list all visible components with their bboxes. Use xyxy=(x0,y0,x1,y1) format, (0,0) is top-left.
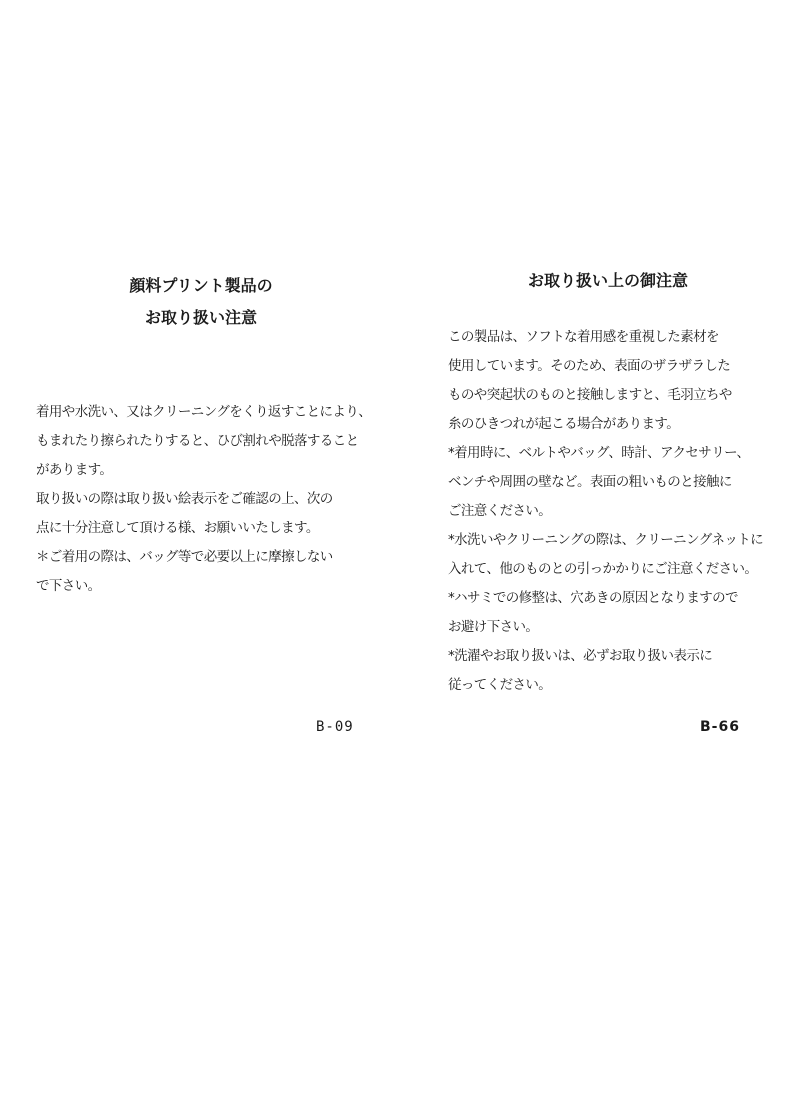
body-line: *水洗いやクリーニングの際は、クリーニングネットに xyxy=(448,532,764,548)
body-line: この製品は、ソフトな着用感を重視した素材を xyxy=(448,329,719,345)
body-line: 取り扱いの際は取り扱い絵表示をご確認の上、次の xyxy=(36,491,333,507)
body-line: 入れて、他のものとの引っかかりにご注意ください。 xyxy=(448,561,758,577)
card-code-right: B-66 xyxy=(700,719,740,735)
body-line: で下さい。 xyxy=(36,578,101,594)
care-card-right xyxy=(448,265,768,700)
card-title xyxy=(36,270,366,334)
body-line: *ハサミでの修整は、穴あきの原因となりますので xyxy=(448,590,738,606)
body-line: もまれたり擦られたりすると、ひび割れや脱落すること xyxy=(36,433,359,449)
body-line: お避け下さい。 xyxy=(448,619,539,635)
body-line: ベンチや周囲の壁など。表面の粗いものと接触に xyxy=(448,474,732,490)
body-line: 糸のひきつれが起こる場合があります。 xyxy=(448,416,680,432)
body-line: ご注意ください。 xyxy=(448,503,552,519)
title-line-2: お取り扱い注意 xyxy=(144,308,257,327)
card-code-left: B-09 xyxy=(316,719,354,735)
body-line: 点に十分注意して頂ける様、お願いいたします。 xyxy=(36,520,319,536)
card-body xyxy=(36,398,372,601)
body-line: ＊ご着用の際は、バッグ等で必要以上に摩擦しない xyxy=(36,549,333,565)
care-card-left xyxy=(36,270,372,601)
title-line-1: 顔料プリント製品の xyxy=(129,276,273,295)
body-line: があります。 xyxy=(36,462,113,478)
body-line: *着用時に、ベルトやバッグ、時計、アクセサリー、 xyxy=(448,445,750,461)
body-line: 従ってください。 xyxy=(448,677,552,693)
body-line: *洗濯やお取り扱いは、必ずお取り扱い表示に xyxy=(448,648,713,664)
body-line: 使用しています。そのため、表面のザラザラした xyxy=(448,358,731,374)
card-body xyxy=(448,323,768,700)
body-line: ものや突起状のものと接触しますと、毛羽立ちや xyxy=(448,387,732,403)
body-line: 着用や水洗い、又はクリーニングをくり返すことにより、 xyxy=(36,404,372,420)
card-title: お取り扱い上の御注意 xyxy=(527,271,688,290)
